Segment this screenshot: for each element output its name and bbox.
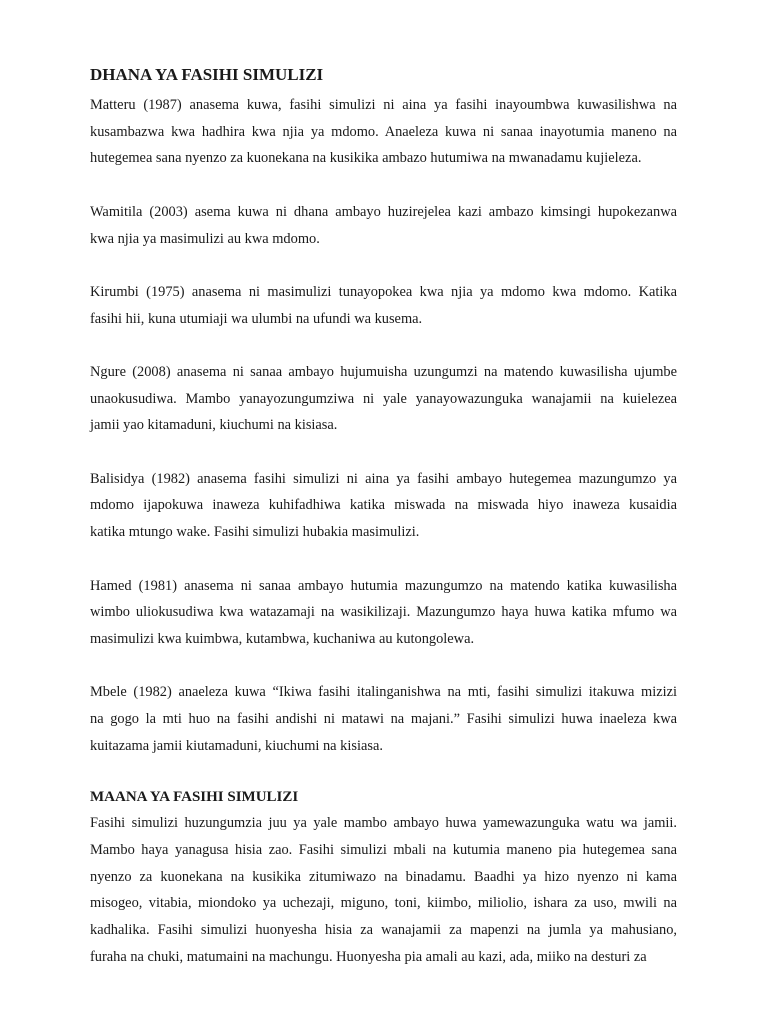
- paragraph-line: mdomo ijapokuwa inaweza kuhifadhiwa katika miswada na miswada hiyo inaweza kusaidia: [90, 497, 677, 514]
- paragraph-line: na gogo la mti huo na fasihi andishi ni matawi na majani.” Fasihi simulizi huwa inaeleza kwa: [90, 711, 677, 728]
- paragraph-line: Hamed (1981) anasema ni sanaa ambayo hutumia mazungumzo na matendo katika kuwasilisha: [90, 577, 677, 594]
- heading-dhana: DHANA YA FASIHI SIMULIZI: [90, 65, 324, 84]
- paragraph-line: Mambo haya yanagusa hisia zao. Fasihi simulizi mbali na kutumia maneno pia hutegemea sana: [90, 841, 677, 858]
- paragraph: [90, 679, 677, 759]
- paragraph: [90, 810, 677, 970]
- paragraph-line: fasihi hii, kuna utumiaji wa ulumbi na ufundi wa kusema.: [90, 310, 423, 327]
- paragraph-line: furaha na chuki, matumaini na machungu. Huonyesha pia amali au kazi, ada, miiko na desturi za: [90, 948, 647, 965]
- paragraph: [90, 573, 677, 653]
- section-maana: [90, 810, 677, 970]
- paragraph-line: Wamitila (2003) asema kuwa ni dhana ambayo huzirejelea kazi ambazo kimsingi hupokezanwa: [90, 203, 677, 220]
- paragraph-line: wimbo uliokusudiwa kwa watazamaji na wasikilizaji. Mazungumzo haya huwa katika mfumo wa: [90, 604, 677, 621]
- document-page: [90, 62, 677, 997]
- paragraph: [90, 279, 677, 332]
- paragraph-line: Kirumbi (1975) anasema ni masimulizi tunayopokea kwa njia ya mdomo kwa mdomo. Katika: [90, 283, 677, 300]
- paragraph-line: Matteru (1987) anasema kuwa, fasihi simulizi ni aina ya fasihi inayoumbwa kuwasilishwa na: [90, 97, 677, 113]
- paragraph-line: masimulizi kwa kuimbwa, kutambwa, kuchaniwa au kutongolewa.: [90, 630, 475, 647]
- paragraph: [90, 92, 677, 172]
- paragraph-line: Balisidya (1982) anasema fasihi simulizi ni aina ya fasihi ambayo hutegemea mazungumzo ya: [90, 470, 677, 487]
- paragraph-line: Fasihi simulizi huzungumzia juu ya yale mambo ambayo huwa yamewazunguka watu wa jamii.: [90, 815, 677, 832]
- section-dhana: [90, 92, 677, 759]
- paragraph-line: hutegemea sana nyenzo za kuonekana na kusikika ambazo hutumiwa na mwanadamu kujieleza.: [90, 150, 642, 167]
- paragraph-line: kuitazama jamii kiutamaduni, kiuchumi na kisiasa.: [90, 737, 383, 754]
- paragraph-line: katika mtungo wake. Fasihi simulizi hubakia masimulizi.: [90, 524, 420, 541]
- paragraph-line: misogeo, vitabia, miondoko ya uchezaji, miguno, toni, kiimbo, miliolio, ishara za uso, mwili na: [90, 895, 677, 912]
- paragraph: [90, 466, 677, 546]
- paragraph-line: jamii yao kitamaduni, kiuchumi na kisiasa.: [90, 417, 338, 434]
- paragraph-line: kwa njia ya masimulizi au kwa mdomo.: [90, 230, 320, 247]
- paragraph-line: nyenzo za kuonekana na kusikika zitumiwazo na binadamu. Baadhi ya hizo nyenzo ni kama: [90, 868, 677, 885]
- paragraph-line: kadhalika. Fasihi simulizi huonyesha hisia za wanajamii za mapenzi na jumla ya mahusiano,: [90, 921, 677, 938]
- paragraph: [90, 199, 677, 252]
- paragraph: [90, 359, 677, 439]
- heading-maana: MAANA YA FASIHI SIMULIZI: [90, 789, 299, 806]
- paragraph-line: unaokusudiwa. Mambo yanayozungumziwa ni yale yanayowazunguka wanajamii na kuielezea: [90, 390, 677, 407]
- paragraph-line: Mbele (1982) anaeleza kuwa “Ikiwa fasihi italinganishwa na mti, fasihi simulizi itakuwa mizizi: [90, 684, 677, 701]
- paragraph-line: Ngure (2008) anasema ni sanaa ambayo hujumuisha uzungumzi na matendo kuwasilisha ujumbe: [90, 363, 677, 380]
- paragraph-line: kusambazwa kwa hadhira kwa njia ya mdomo. Anaeleza kuwa ni sanaa inayotumia maneno na: [90, 123, 677, 140]
